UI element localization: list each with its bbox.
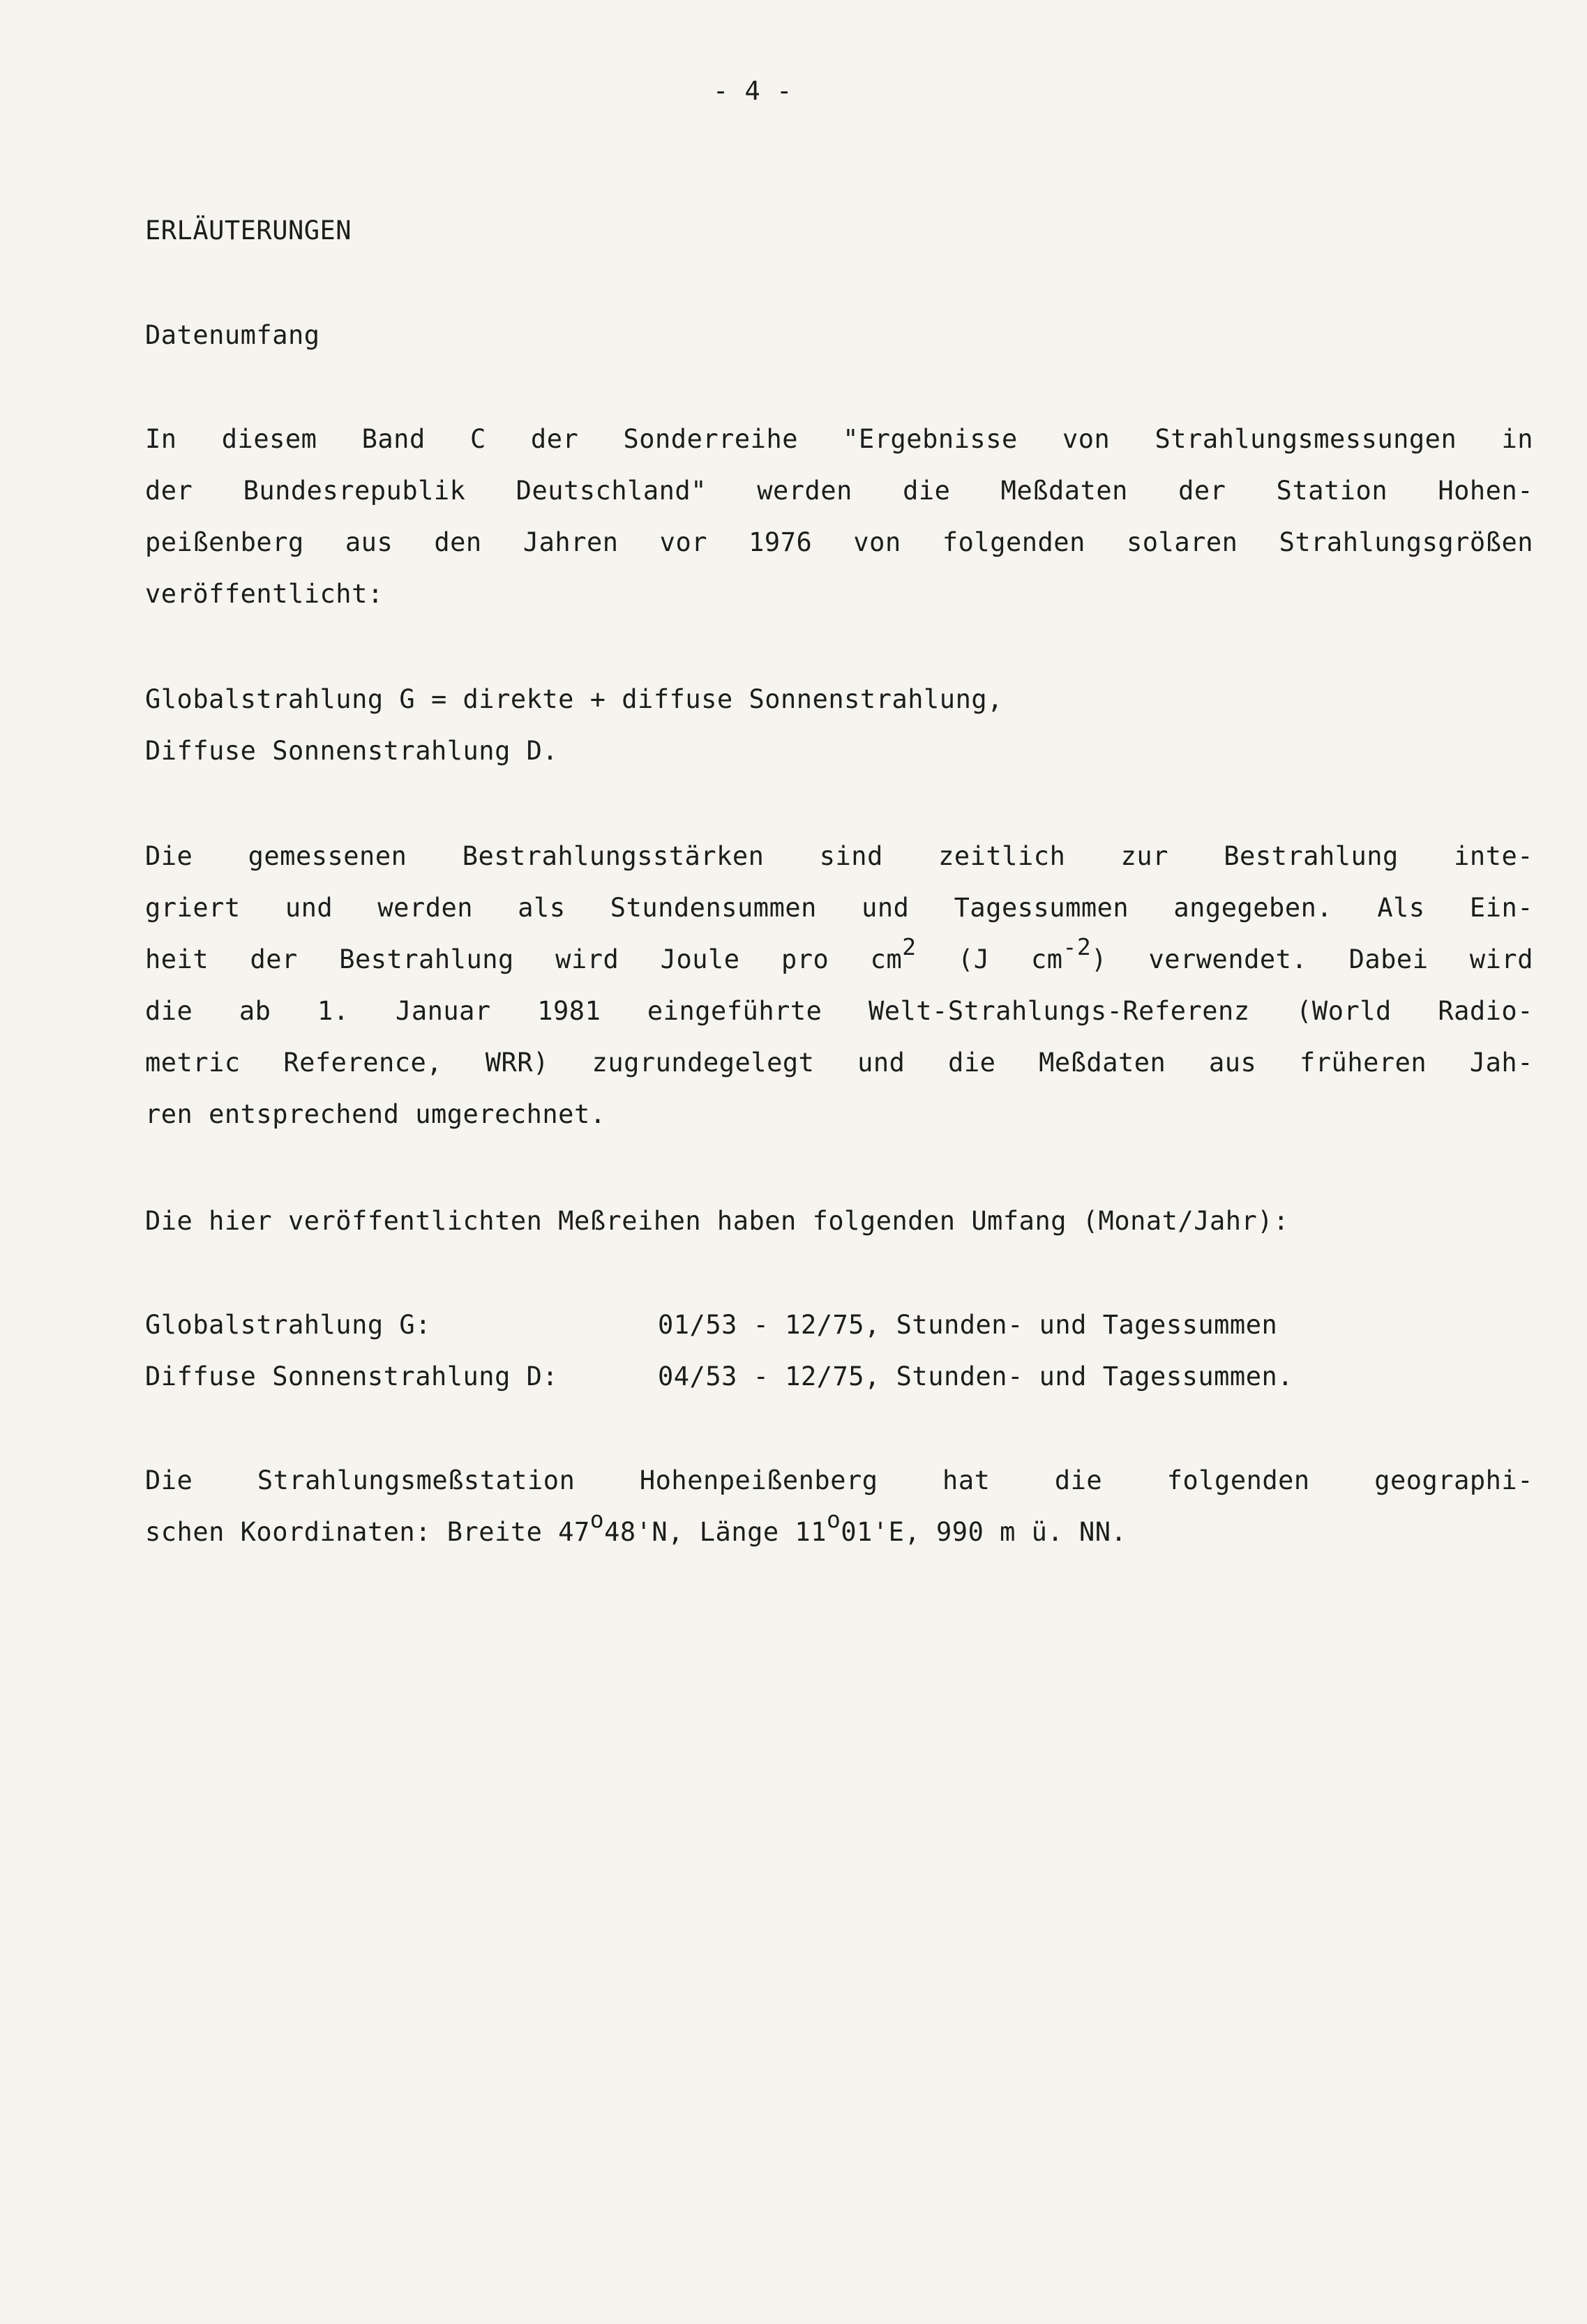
range-label: Diffuse Sonnenstrahlung D:: [145, 1361, 559, 1391]
quantity-line: Globalstrahlung G = direkte + diffuse Sonnenstrahlung,: [145, 684, 1003, 714]
units-line: ren entsprechend umgerechnet.: [145, 1099, 606, 1129]
intro-line: peißenberg aus den Jahren vor 1976 von folgenden solaren Strahlungsgrößen: [145, 527, 1533, 557]
intro-line: In diesem Band C der Sonderreihe "Ergebnisse von Strahlungsmessungen in: [145, 424, 1533, 454]
quantity-line: Diffuse Sonnenstrahlung D.: [145, 736, 559, 766]
page-heading: ERLÄUTERUNGEN: [145, 216, 352, 246]
coords-text: 01'E, 990 m ü. NN.: [841, 1517, 1127, 1547]
range-label: Globalstrahlung G:: [145, 1310, 431, 1340]
units-line: metric Reference, WRR) zugrundegelegt und die Meßdaten aus früheren Jah-: [145, 1048, 1533, 1078]
intro-line: der Bundesrepublik Deutschland" werden die Meßdaten der Station Hohen-: [145, 476, 1533, 506]
units-text: heit der Bestrahlung wird Joule pro cm: [145, 944, 903, 974]
intro-paragraph: [145, 414, 1533, 620]
coords-text: schen Koordinaten: Breite 47: [145, 1517, 590, 1547]
range-intro-line: Die hier veröffentlichten Meßreihen haben folgenden Umfang (Monat/Jahr):: [145, 1206, 1289, 1236]
intro-line: veröffentlicht:: [145, 579, 384, 609]
range-value: 01/53 - 12/75, Stunden- und Tagessummen: [658, 1310, 1278, 1340]
page-number: - 4 -: [713, 76, 792, 106]
range-row: [145, 1299, 1533, 1351]
coords-line: Die Strahlungsmeßstation Hohenpeißenberg hat die folgenden geographi-: [145, 1465, 1533, 1495]
units-line-with-superscripts: [145, 934, 1533, 986]
range-row: [145, 1351, 1533, 1403]
coordinates-paragraph: [145, 1455, 1533, 1558]
coords-text: 48'N, Länge 11: [604, 1517, 827, 1547]
units-line: griert und werden als Stundensummen und Tagessummen angegeben. Als Ein-: [145, 893, 1533, 923]
quantity-list: [145, 674, 1533, 777]
units-text: (J cm: [916, 944, 1063, 974]
range-value: 04/53 - 12/75, Stunden- und Tagessummen.: [658, 1361, 1294, 1391]
degree-superscript: o: [589, 1505, 605, 1533]
superscript: 2: [902, 933, 917, 960]
units-text: ) verwendet. Dabei wird: [1091, 944, 1533, 974]
coords-line-with-superscripts: [145, 1507, 1533, 1558]
range-list: [145, 1299, 1533, 1403]
units-paragraph: [145, 831, 1533, 1140]
superscript: -2: [1062, 933, 1092, 960]
degree-superscript: o: [826, 1505, 841, 1533]
section-title: Datenumfang: [145, 320, 320, 350]
units-line: die ab 1. Januar 1981 eingeführte Welt-Strahlungs-Referenz (World Radio-: [145, 996, 1533, 1026]
units-line: Die gemessenen Bestrahlungsstärken sind zeitlich zur Bestrahlung inte-: [145, 841, 1533, 871]
range-intro-paragraph: [145, 1195, 1533, 1247]
